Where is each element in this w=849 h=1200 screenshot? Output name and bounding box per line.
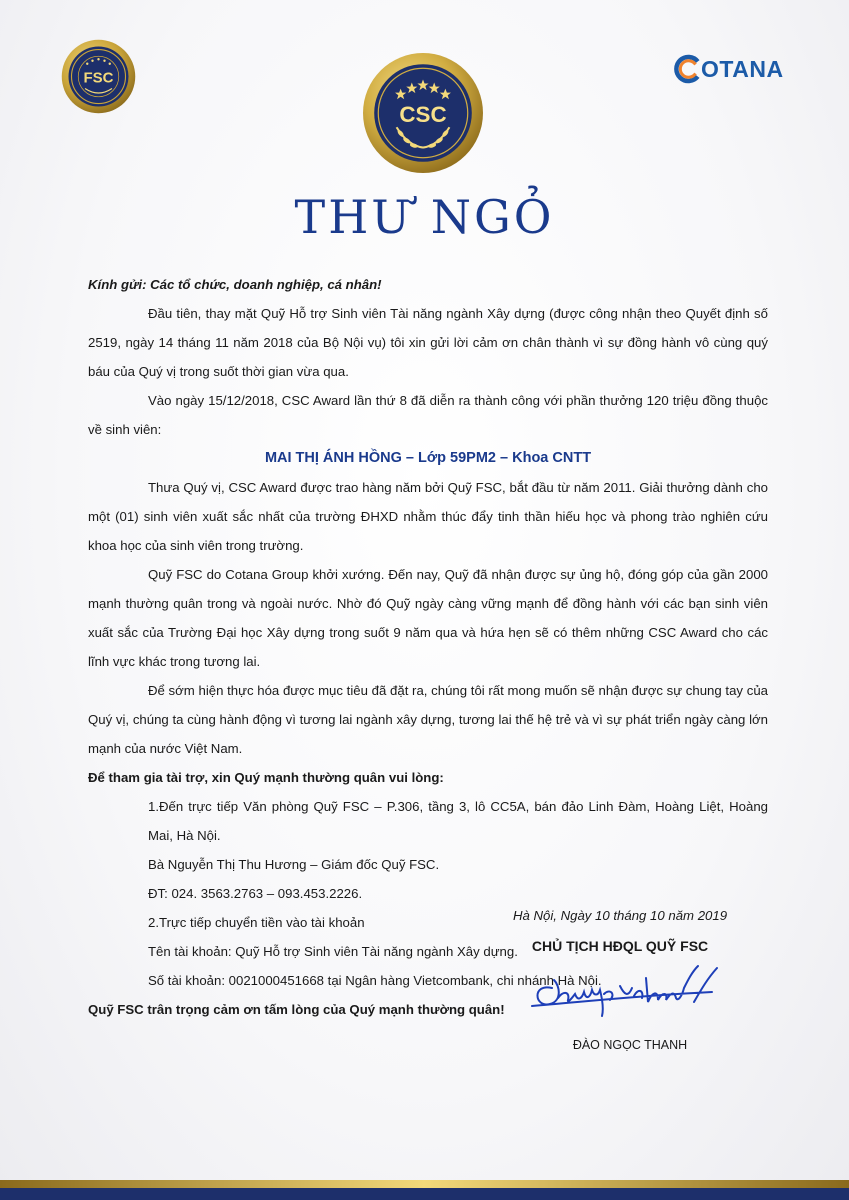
closing-line: Quỹ FSC trân trọng cảm ơn tấm lòng của Quý mạnh thường quân! (88, 1002, 505, 1017)
signature-block (490, 903, 750, 959)
contact-line: Số tài khoản: 0021000451668 tại Ngân hàng Vietcombank, chi nhánh Hà Nội. (148, 973, 602, 988)
paragraph-award: Vào ngày 15/12/2018, CSC Award lần thứ 8 đã diễn ra thành công với phần thưởng 120 triệu đồng thuộc về sinh viên: (88, 393, 768, 437)
paragraph-intro: Đầu tiên, thay mặt Quỹ Hỗ trợ Sinh viên Tài năng ngành Xây dựng (được công nhận theo Quyết định số 2519, ngày 14 tháng 11 năm 2018 của Bộ Nội vụ) tôi xin gửi lời cảm ơn chân thành vì sự đồng hành vô cùng quý báu của Quý vị trong suốt thời gian vừa qua. (88, 306, 768, 379)
contact-line: Tên tài khoản: Quỹ Hỗ trợ Sinh viên Tài năng ngành Xây dựng. (148, 944, 518, 959)
contact-line: 1.Đến trực tiếp Văn phòng Quỹ FSC – P.306, tầng 3, lô CC5A, bán đảo Linh Đàm, Hoàng Liệt, Hoàng Mai, Hà Nội. (148, 799, 768, 843)
cotana-logo (673, 53, 793, 85)
paragraph-goal: Để sớm hiện thực hóa được mục tiêu đã đặt ra, chúng tôi rất mong muốn sẽ nhận được sự chung tay của Quý vị, chúng ta cùng hành động vì tương lai ngành xây dựng, tương lai thế hệ trẻ và vì sự phát triển ngày càng lớn mạnh của nước Việt Nam. (88, 683, 768, 756)
contact-line: Bà Nguyễn Thị Thu Hương – Giám đốc Quỹ FSC. (148, 857, 440, 872)
csc-award-logo (362, 52, 484, 174)
cotana-c-icon (673, 54, 703, 84)
contact-line: 2.Trực tiếp chuyển tiền vào tài khoản (148, 915, 365, 930)
csc-logo-text: CSC (399, 102, 447, 128)
contact-line: ĐT: 024. 3563.2763 – 093.453.2226. (148, 886, 363, 901)
sign-date: Hà Nội, Ngày 10 tháng 10 năm 2019 (512, 908, 728, 923)
fsc-logo-text: FSC (83, 69, 114, 87)
fsc-seal-logo (61, 39, 136, 114)
handwritten-signature (512, 958, 742, 1018)
sign-role: CHỦ TỊCH HĐQL QUỸ FSC (531, 938, 709, 954)
bottom-decorative-band (0, 1180, 849, 1200)
cotana-wordmark: OTANA (701, 55, 784, 82)
sponsor-heading: Để tham gia tài trợ, xin Quý mạnh thường quân vui lòng: (88, 770, 444, 785)
paragraph-fsc: Quỹ FSC do Cotana Group khởi xướng. Đến nay, Quỹ đã nhận được sự ủng hộ, đóng góp của gần 2000 mạnh thường quân trong và ngoài nước. Nhờ đó Quỹ ngày càng vững mạnh để đồng hành với các bạn sinh viên xuất sắc của Trường Đại học Xây dựng trong suốt 9 năm qua và hứa hẹn sẽ có thêm những CSC Award cho các lĩnh vực khác trong tương lai. (88, 567, 768, 669)
winner-name: MAI THỊ ÁNH HỒNG – Lớp 59PM2 – Khoa CNTT (264, 450, 592, 466)
greeting: Kính gửi: Các tổ chức, doanh nghiệp, cá nhân! (88, 277, 382, 292)
signer-name: ĐÀO NGỌC THANH (572, 1038, 688, 1052)
paragraph-csc-award: Thưa Quý vị, CSC Award được trao hàng năm bởi Quỹ FSC, bắt đầu từ năm 2011. Giải thưởng dành cho một (01) sinh viên xuất sắc nhất của trường ĐHXD nhằm thúc đẩy tinh thần hiếu học và phong trào nghiên cứu khoa học của sinh viên trong trường. (88, 480, 768, 553)
page-title: THƯ NGỎ (294, 190, 555, 244)
